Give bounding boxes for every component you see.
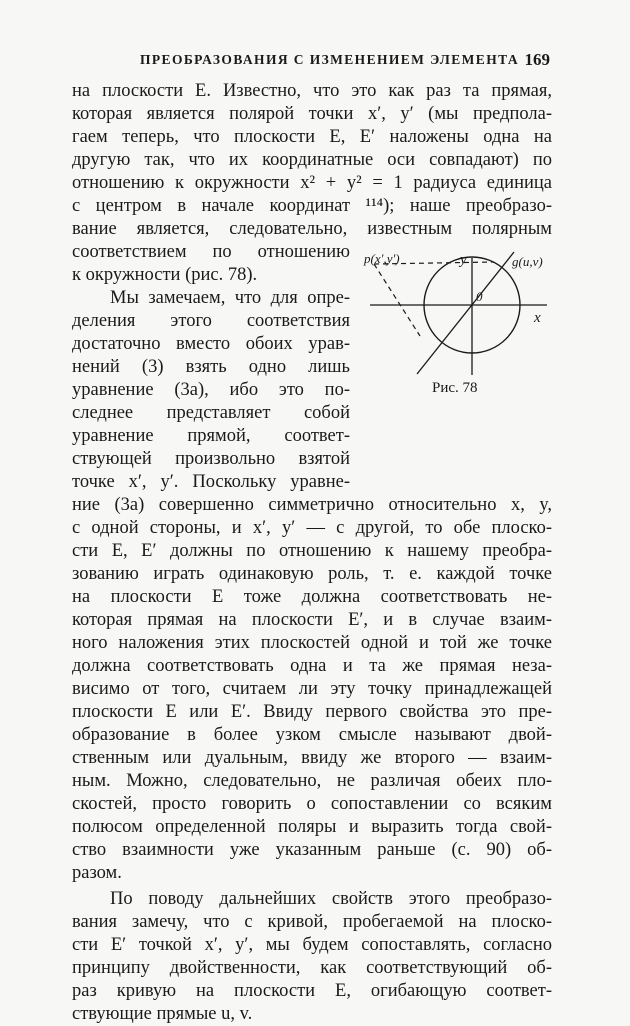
page-header	[140, 50, 550, 74]
text-line: следнее представляет собой	[72, 403, 350, 423]
label-y: y	[460, 252, 467, 268]
text-line: сти E′ точкой x′, y′, мы будем сопоставлять, согласно	[72, 935, 552, 955]
text-line: вание является, следовательно, известным полярным	[72, 219, 552, 239]
text-line: сти E, E′ должны по отношению к нашему преобра-	[72, 541, 552, 561]
text-line: деления этого соответствия	[72, 311, 350, 331]
text-line: на плоскости E. Известно, что это как раз та прямая,	[72, 81, 552, 101]
text-line: нений (3) взять одно лишь	[72, 357, 350, 377]
text-line: Мы замечаем, что для опре-	[110, 288, 350, 308]
text-line: разом.	[72, 863, 122, 883]
label-g: g(u,v)	[512, 254, 543, 269]
text-line: принципу двойственности, как соответствующий об-	[72, 958, 552, 978]
text-line: уравнение прямой, соответ-	[72, 426, 350, 446]
text-line: висимо от того, считаем ли эту точку принадлежащей	[72, 679, 552, 699]
text-line: образование в более узком смысле называют двой-	[72, 725, 552, 745]
text-line: должна соответствовать одна и та же прямая неза-	[72, 656, 552, 676]
text-line: которая прямая на плоскости E′, и в случае взаим-	[72, 610, 552, 630]
text-line: гаем теперь, что плоскости E, E′ наложены одна на	[72, 127, 552, 147]
page-number: 169	[524, 50, 550, 69]
text-line: с центром в начале координат ¹¹⁴); наше преобразо-	[72, 196, 552, 216]
text-line: ствующей произвольно взятой	[72, 449, 350, 469]
text-line: с одной стороны, и x′, y′ — с другой, то обе плоско-	[72, 518, 552, 538]
polar-line	[417, 252, 514, 374]
text-line: на плоскости E тоже должна соответствовать не-	[72, 587, 552, 607]
text-line: полюсом определенной поляры и выразить тогда свой-	[72, 817, 552, 837]
text-line: ным. Можно, следовательно, не различая обеих пло-	[72, 771, 552, 791]
tangent-line-lower	[374, 264, 420, 336]
text-line: плоскости E или E′. Ввиду первого свойства это пре-	[72, 702, 552, 722]
text-line: уравнение (3а), ибо это по-	[72, 380, 350, 400]
text-line: к окружности (рис. 78).	[72, 265, 258, 285]
text-line: По поводу дальнейших свойств этого преобразо-	[110, 889, 552, 909]
text-line: точке x′, y′. Поскольку уравне-	[72, 472, 350, 492]
text-line: достаточно вместо обоих урав-	[72, 334, 350, 354]
text-line: ствующие прямые u, v.	[72, 1004, 253, 1024]
text-line: ного наложения этих плоскостей одной и той же точке	[72, 633, 552, 653]
text-line: ственным или дуальным, ввиду же второго — взаим-	[72, 748, 552, 768]
text-line: другую так, что их координатные оси совпадают) по	[72, 150, 552, 170]
label-origin: 0	[476, 289, 483, 304]
polar-diagram	[362, 250, 562, 380]
text-line: раз кривую на плоскости E, огибающую соответ-	[72, 981, 552, 1001]
label-x: x	[534, 310, 541, 326]
text-line: которая является полярой точки x′, y′ (мы предпола-	[72, 104, 552, 124]
label-p: p(x′,y′)	[364, 251, 400, 266]
figure-caption: Рис. 78	[432, 380, 478, 396]
text-line: ство взаимности уже указанным раньше (с. 90) об-	[72, 840, 552, 860]
text-line: отношению к окружности x² + y² = 1 радиуса единица	[72, 173, 552, 193]
text-line: соответствием по отношению	[72, 242, 350, 262]
text-line: вания замечу, что с кривой, пробегаемой на плоско-	[72, 912, 552, 932]
text-line: ние (3а) совершенно симметрично относительно x, y,	[72, 495, 552, 515]
figure-78	[362, 250, 562, 410]
text-line: зованию играть одинаковую роль, т. е. каждой точке	[72, 564, 552, 584]
text-line: скостей, просто говорить о сопоставлении со всяким	[72, 794, 552, 814]
running-head: ПРЕОБРАЗОВАНИЯ С ИЗМЕНЕНИЕМ ЭЛЕМЕНТА	[140, 52, 519, 67]
